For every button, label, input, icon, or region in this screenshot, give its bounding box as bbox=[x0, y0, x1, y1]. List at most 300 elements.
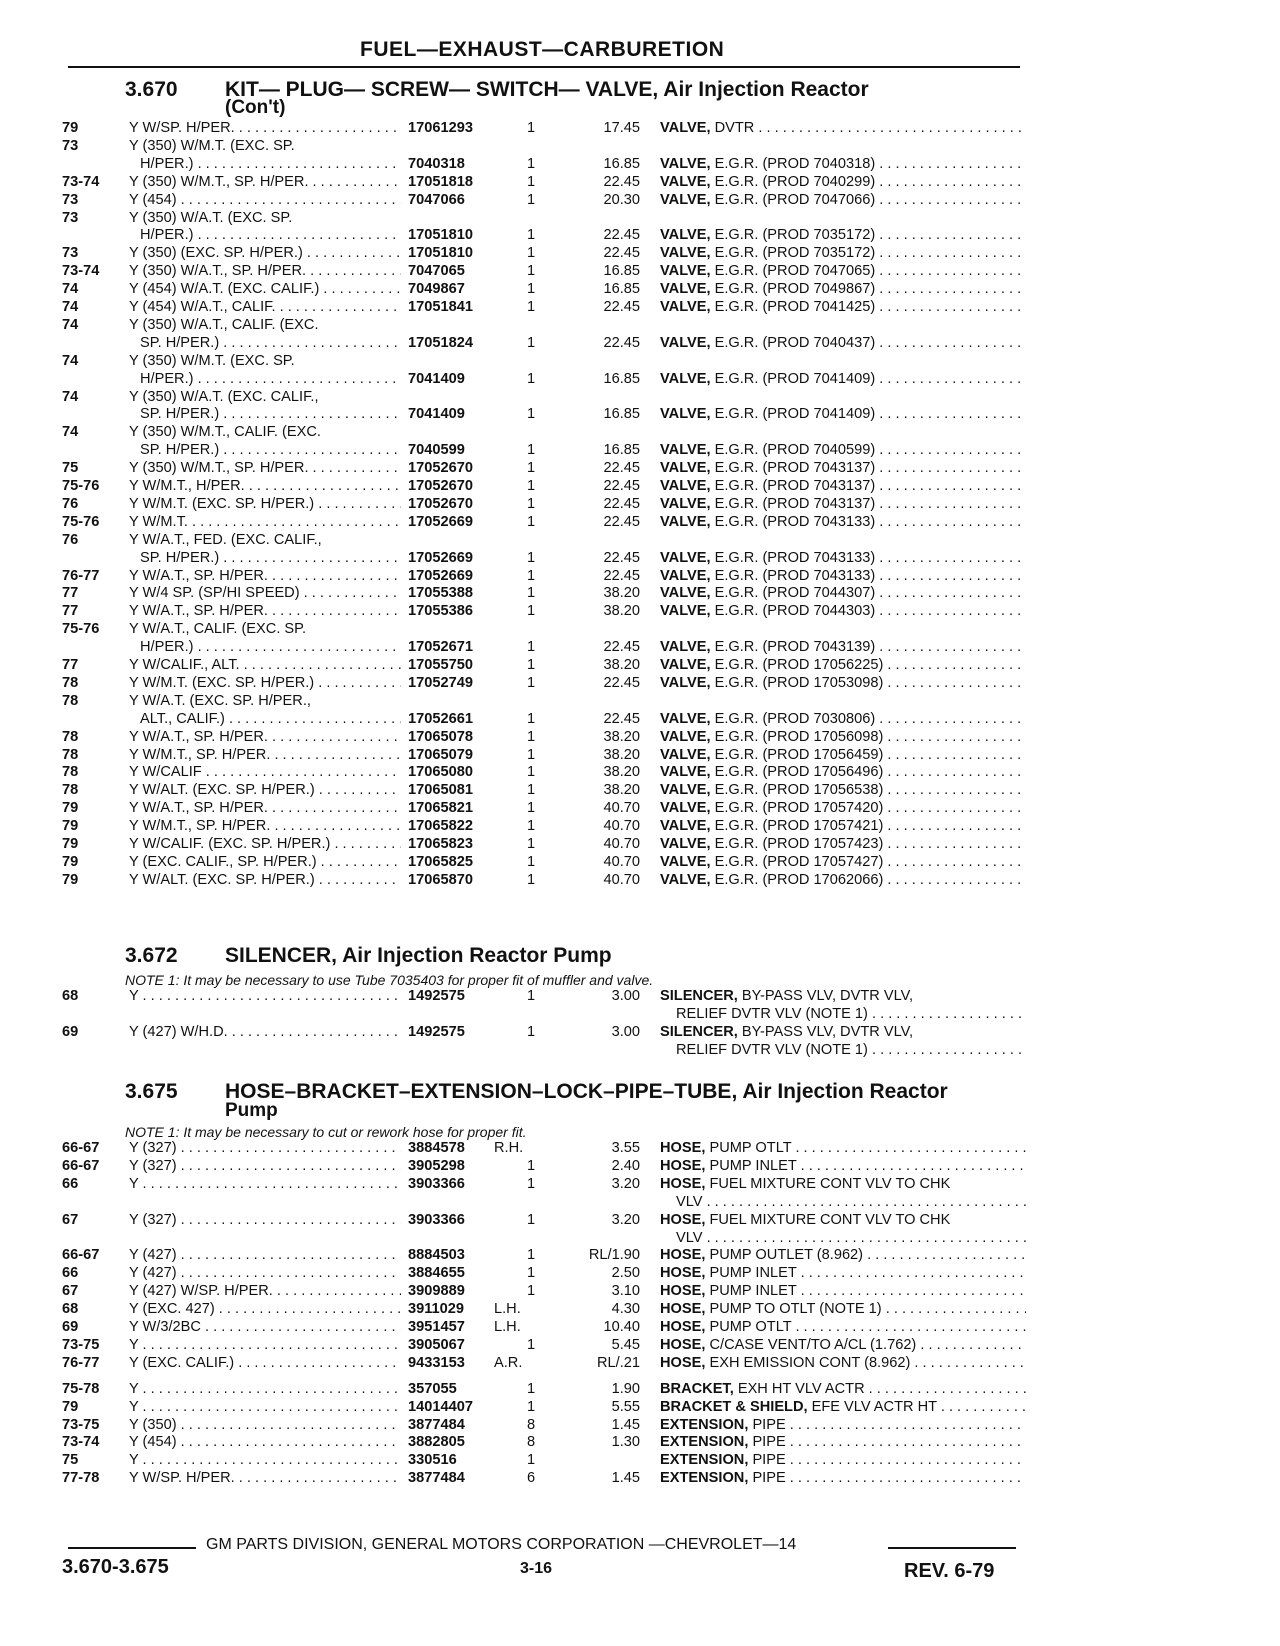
part-number: 3877484 bbox=[408, 1416, 465, 1433]
part-name bbox=[660, 263, 1026, 279]
part-name-continuation: VLV . . . bbox=[676, 1230, 1026, 1246]
fig-number: 74 bbox=[62, 316, 79, 333]
quantity: 1 bbox=[527, 1265, 536, 1282]
part-name-keyword: VALVE, bbox=[660, 406, 711, 423]
fig-number: 69 bbox=[62, 1023, 79, 1040]
part-number: 17052669 bbox=[408, 513, 473, 530]
quantity: 1 bbox=[527, 191, 536, 208]
fig-number: 68 bbox=[62, 988, 79, 1004]
quantity: 1 bbox=[527, 495, 536, 512]
quantity: 1 bbox=[527, 334, 536, 351]
fig-number: 78 bbox=[62, 764, 79, 781]
model-description: Y (350) W/A.T., SP. H/PER. . . . bbox=[129, 263, 401, 279]
part-name-detail: PUMP INLET bbox=[705, 1283, 797, 1300]
model-description: Y (350) W/M.T. (EXC. SP. bbox=[129, 137, 295, 154]
part-name-keyword: BRACKET, bbox=[660, 1380, 734, 1397]
part-name bbox=[660, 782, 1026, 798]
model-description: Y (350) W/A.T. (EXC. SP. bbox=[129, 209, 293, 226]
part-name bbox=[660, 1265, 1026, 1281]
price: 22.45 bbox=[603, 513, 640, 530]
part-number: 17052661 bbox=[408, 710, 473, 727]
quantity: 1 bbox=[527, 460, 536, 477]
part-name-keyword: VALVE, bbox=[660, 657, 711, 673]
part-name-keyword: VALVE, bbox=[660, 513, 711, 530]
part-number: 3905067 bbox=[408, 1336, 465, 1353]
section-number: 3.672 bbox=[125, 944, 178, 967]
part-name-keyword: VALVE, bbox=[660, 245, 711, 262]
part-name-keyword: EXTENSION, bbox=[660, 1452, 749, 1469]
part-name bbox=[660, 1283, 1026, 1299]
model-description: SP. H/PER.) . . . bbox=[140, 335, 401, 351]
part-number: 3903366 bbox=[408, 1211, 465, 1228]
part-number: 3909889 bbox=[408, 1283, 465, 1300]
part-name bbox=[660, 406, 1026, 422]
part-name-keyword: VALVE, bbox=[660, 120, 711, 136]
part-name-detail: E.G.R. (PROD 7040599) bbox=[710, 442, 876, 459]
fig-number: 73-74 bbox=[62, 1434, 100, 1451]
quantity: 1 bbox=[527, 1452, 536, 1469]
part-number: 17065081 bbox=[408, 782, 473, 799]
model-description: ALT., CALIF.) . . . bbox=[140, 711, 401, 727]
part-name-keyword: VALVE, bbox=[660, 191, 711, 208]
part-name-detail: E.G.R. (PROD 7043137) bbox=[710, 478, 876, 494]
quantity: 1 bbox=[527, 871, 536, 888]
price: 16.85 bbox=[603, 155, 640, 172]
part-name-keyword: EXTENSION, bbox=[660, 1434, 749, 1451]
fig-number: 74 bbox=[62, 352, 79, 369]
quantity: 1 bbox=[527, 764, 536, 781]
quantity: 8 bbox=[527, 1434, 536, 1451]
part-name-keyword: VALVE, bbox=[660, 818, 711, 835]
model-description: H/PER.) . . . bbox=[140, 227, 401, 243]
section-number: 3.675 bbox=[125, 1080, 178, 1103]
part-name-keyword: VALVE, bbox=[660, 442, 711, 459]
fig-number: 79 bbox=[62, 853, 79, 870]
section-title: HOSE–BRACKET–EXTENSION–LOCK–PIPE–TUBE, Air Injection Reactor bbox=[225, 1080, 948, 1103]
part-name-continuation: VLV . . . bbox=[676, 1194, 1026, 1210]
quantity: 1 bbox=[527, 836, 536, 852]
model-description: Y (350) W/M.T., SP. H/PER. . . . bbox=[129, 174, 401, 190]
part-name-detail: E.G.R. (PROD 17056538) bbox=[710, 782, 884, 799]
quantity: 1 bbox=[527, 281, 536, 298]
part-name-detail: EXH HT VLV ACTR bbox=[733, 1380, 865, 1397]
quantity: 1 bbox=[527, 442, 536, 459]
quantity: 1 bbox=[527, 853, 536, 870]
part-name-detail: E.G.R. (PROD 7043137) bbox=[710, 495, 876, 512]
part-name-detail: FUEL MIXTURE CONT VLV TO CHK bbox=[705, 1175, 951, 1192]
part-name-detail: PUMP OTLT bbox=[705, 1319, 792, 1335]
part-name-detail: BY-PASS VLV, DVTR VLV, bbox=[737, 1023, 914, 1040]
model-description: H/PER.) . . . bbox=[140, 156, 401, 172]
part-name-keyword: VALVE, bbox=[660, 263, 711, 280]
part-name-continuation: RELIEF DVTR VLV (NOTE 1) . . . bbox=[676, 1042, 1026, 1058]
model-description: Y (350) W/M.T. (EXC. SP. bbox=[129, 352, 295, 369]
part-name-keyword: HOSE, bbox=[660, 1157, 706, 1174]
fig-number: 74 bbox=[62, 281, 79, 298]
quantity: 1 bbox=[527, 406, 536, 423]
model-description: Y . . . bbox=[129, 1381, 401, 1397]
fig-number: 73 bbox=[62, 245, 79, 262]
part-number: 17051841 bbox=[408, 299, 473, 315]
part-name-keyword: VALVE, bbox=[660, 155, 711, 172]
part-name bbox=[660, 711, 1026, 727]
part-name-keyword: HOSE, bbox=[660, 1140, 706, 1156]
part-name-detail: E.G.R. (PROD 7043133) bbox=[710, 549, 876, 566]
quantity: 1 bbox=[527, 173, 536, 190]
part-name-keyword: VALVE, bbox=[660, 334, 711, 351]
quantity: 1 bbox=[527, 155, 536, 172]
quantity: 1 bbox=[527, 639, 536, 656]
price: 38.20 bbox=[603, 764, 640, 781]
quantity: 1 bbox=[527, 1211, 536, 1228]
part-name-keyword: VALVE, bbox=[660, 871, 711, 888]
part-name-keyword: VALVE, bbox=[660, 173, 711, 190]
part-name-keyword: BRACKET & SHIELD, bbox=[660, 1398, 808, 1415]
model-description: Y W/M.T. (EXC. SP. H/PER.) . . . bbox=[129, 496, 401, 512]
model-description: Y (454) . . . bbox=[129, 1434, 401, 1450]
quantity: 1 bbox=[527, 710, 536, 727]
quantity: L.H. bbox=[494, 1301, 521, 1318]
part-name-keyword: EXTENSION, bbox=[660, 1470, 749, 1487]
part-name-detail: E.G.R. (PROD 7043133) bbox=[710, 513, 876, 530]
part-number: 357055 bbox=[408, 1380, 457, 1397]
part-number: 17065822 bbox=[408, 818, 473, 835]
fig-number: 79 bbox=[62, 871, 79, 888]
part-name-keyword: HOSE, bbox=[660, 1247, 706, 1264]
quantity: 1 bbox=[527, 1336, 536, 1353]
model-description: Y W/M.T., SP. H/PER. . . . bbox=[129, 747, 401, 763]
part-name-detail: E.G.R. (PROD 7040318) bbox=[710, 155, 876, 172]
part-name-keyword: VALVE, bbox=[660, 800, 711, 817]
part-name bbox=[660, 836, 1026, 852]
part-name-detail: E.G.R. (PROD 17053098) bbox=[710, 674, 884, 691]
part-name bbox=[660, 120, 1026, 136]
part-name bbox=[660, 1417, 1026, 1433]
price: 40.70 bbox=[603, 871, 640, 888]
model-description: H/PER.) . . . bbox=[140, 371, 401, 387]
part-name bbox=[660, 818, 1026, 834]
price: 40.70 bbox=[603, 800, 640, 817]
part-name-keyword: VALVE, bbox=[660, 227, 711, 244]
part-name bbox=[660, 245, 1026, 261]
part-number: 17061293 bbox=[408, 120, 473, 136]
price: 16.85 bbox=[603, 370, 640, 387]
quantity: 1 bbox=[527, 478, 536, 494]
part-name-detail: PIPE bbox=[748, 1452, 786, 1469]
part-name-keyword: HOSE, bbox=[660, 1283, 706, 1300]
part-name-keyword: VALVE, bbox=[660, 585, 711, 602]
part-name bbox=[660, 281, 1026, 297]
quantity: 1 bbox=[527, 263, 536, 280]
fig-number: 66 bbox=[62, 1265, 79, 1282]
part-name-detail: E.G.R. (PROD 17062066) bbox=[710, 871, 884, 888]
part-name bbox=[660, 1399, 1026, 1415]
part-name-detail: E.G.R. (PROD 7043133) bbox=[710, 567, 876, 584]
price: 40.70 bbox=[603, 818, 640, 835]
part-name-detail: E.G.R. (PROD 7047066) bbox=[710, 191, 876, 208]
quantity: 1 bbox=[527, 1247, 536, 1264]
part-name-detail: E.G.R. (PROD 7041409) bbox=[710, 406, 876, 423]
quantity: A.R. bbox=[494, 1354, 523, 1371]
part-name bbox=[660, 1176, 1026, 1192]
part-name-keyword: SILENCER, bbox=[660, 988, 738, 1004]
part-name bbox=[660, 872, 1026, 888]
part-name-detail: PIPE bbox=[748, 1416, 786, 1433]
fig-number: 75 bbox=[62, 1452, 79, 1469]
section-title-continuation: Pump bbox=[225, 1100, 278, 1121]
part-number: 8884503 bbox=[408, 1247, 465, 1264]
part-name-detail: E.G.R. (PROD 7049867) bbox=[710, 281, 876, 298]
model-description: Y W/M.T. . . . bbox=[129, 514, 401, 530]
part-number: 17052670 bbox=[408, 460, 473, 477]
fig-number: 79 bbox=[62, 800, 79, 817]
part-name-detail: EFE VLV ACTR HT bbox=[807, 1398, 937, 1415]
model-description: H/PER.) . . . bbox=[140, 639, 401, 655]
part-name bbox=[660, 335, 1026, 351]
price: 5.55 bbox=[611, 1398, 640, 1415]
part-number: 1492575 bbox=[408, 988, 465, 1004]
model-description: Y W/CALIF., ALT. . . . bbox=[129, 657, 401, 673]
part-name bbox=[660, 747, 1026, 763]
part-number: 330516 bbox=[408, 1452, 457, 1469]
quantity: 1 bbox=[527, 567, 536, 584]
part-number: 1492575 bbox=[408, 1023, 465, 1040]
part-name-detail: EXH EMISSION CONT (8.962) bbox=[705, 1354, 911, 1371]
footer-page-number: 3-16 bbox=[520, 1560, 553, 1577]
fig-number: 73-75 bbox=[62, 1416, 100, 1433]
fig-number: 66-67 bbox=[62, 1247, 100, 1264]
part-number: 17052670 bbox=[408, 495, 473, 512]
quantity: L.H. bbox=[494, 1319, 521, 1335]
part-name-detail: E.G.R. (PROD 7041425) bbox=[710, 299, 876, 315]
fig-number: 73 bbox=[62, 137, 79, 154]
part-name-detail: E.G.R. (PROD 7030806) bbox=[710, 710, 876, 727]
price: 38.20 bbox=[603, 728, 640, 745]
part-name bbox=[660, 192, 1026, 208]
fig-number: 67 bbox=[62, 1211, 79, 1228]
price: 22.45 bbox=[603, 460, 640, 477]
quantity: 1 bbox=[527, 728, 536, 745]
model-description: Y (350) W/M.T., CALIF. (EXC. bbox=[129, 424, 321, 441]
quantity: 1 bbox=[527, 818, 536, 835]
model-description: Y (350) . . . bbox=[129, 1417, 401, 1433]
fig-number: 66-67 bbox=[62, 1140, 100, 1156]
section-note: NOTE 1: It may be necessary to cut or rework hose for proper fit. bbox=[125, 1124, 527, 1140]
part-name-detail: E.G.R. (PROD 7035172) bbox=[710, 227, 876, 244]
quantity: 1 bbox=[527, 782, 536, 799]
part-name bbox=[660, 1355, 1026, 1371]
part-number: 14014407 bbox=[408, 1398, 473, 1415]
model-description: Y W/A.T., FED. (EXC. CALIF., bbox=[129, 531, 322, 548]
part-number: 3951457 bbox=[408, 1319, 465, 1335]
part-name-detail: E.G.R. (PROD 17056459) bbox=[710, 746, 884, 763]
part-number: 17065078 bbox=[408, 728, 473, 745]
part-number: 17065870 bbox=[408, 871, 473, 888]
part-name-keyword: VALVE, bbox=[660, 549, 711, 566]
model-description: Y W/A.T., SP. H/PER. . . . bbox=[129, 568, 401, 584]
part-number: 17065823 bbox=[408, 836, 473, 852]
part-name-keyword: VALVE, bbox=[660, 460, 711, 477]
model-description: Y W/A.T., CALIF. (EXC. SP. bbox=[129, 621, 307, 638]
part-number: 17065821 bbox=[408, 800, 473, 817]
price: 3.20 bbox=[611, 1175, 640, 1192]
price: 20.30 bbox=[603, 191, 640, 208]
part-number: 17065079 bbox=[408, 746, 473, 763]
part-name bbox=[660, 460, 1026, 476]
part-number: 7041409 bbox=[408, 406, 465, 423]
fig-number: 66-67 bbox=[62, 1157, 100, 1174]
model-description: Y W/ALT. (EXC. SP. H/PER.) . . . bbox=[129, 872, 401, 888]
part-number: 17065080 bbox=[408, 764, 473, 781]
model-description: SP. H/PER.) . . . bbox=[140, 550, 401, 566]
price: 3.00 bbox=[611, 988, 640, 1004]
part-name-keyword: VALVE, bbox=[660, 710, 711, 727]
price: 3.20 bbox=[611, 1211, 640, 1228]
fig-number: 78 bbox=[62, 746, 79, 763]
model-description: Y W/M.T., SP. H/PER. . . . bbox=[129, 818, 401, 834]
part-number: 17051810 bbox=[408, 227, 473, 244]
price: 17.45 bbox=[603, 120, 640, 136]
part-name-keyword: VALVE, bbox=[660, 674, 711, 691]
footer-revision: REV. 6-79 bbox=[904, 1560, 995, 1582]
model-description: SP. H/PER.) . . . bbox=[140, 406, 401, 422]
model-description: Y (454) . . . bbox=[129, 192, 401, 208]
part-number: 7040599 bbox=[408, 442, 465, 459]
model-description: Y (327) . . . bbox=[129, 1158, 401, 1174]
page-header-title: FUEL—EXHAUST—CARBURETION bbox=[360, 38, 725, 61]
part-name-keyword: VALVE, bbox=[660, 478, 711, 494]
price: 38.20 bbox=[603, 603, 640, 620]
model-description: Y (EXC. CALIF.) . . . bbox=[129, 1355, 401, 1371]
price: 38.20 bbox=[603, 782, 640, 799]
footer-rule-left bbox=[68, 1547, 196, 1549]
price: 3.00 bbox=[611, 1023, 640, 1040]
fig-number: 74 bbox=[62, 299, 79, 315]
model-description: Y (350) W/A.T. (EXC. CALIF., bbox=[129, 388, 319, 405]
part-number: 9433153 bbox=[408, 1354, 465, 1371]
price: 1.45 bbox=[611, 1416, 640, 1433]
part-name bbox=[660, 1452, 1026, 1468]
part-name-detail: E.G.R. (PROD 7040437) bbox=[710, 334, 876, 351]
quantity: R.H. bbox=[494, 1140, 524, 1156]
fig-number: 79 bbox=[62, 120, 79, 136]
part-name bbox=[660, 1212, 1026, 1228]
fig-number: 77 bbox=[62, 585, 79, 602]
part-number: 7040318 bbox=[408, 155, 465, 172]
model-description: Y (327) . . . bbox=[129, 1212, 401, 1228]
part-number: 17051818 bbox=[408, 173, 473, 190]
price: RL/1.90 bbox=[588, 1247, 640, 1264]
model-description: Y W/CALIF . . . bbox=[129, 764, 401, 780]
part-name bbox=[660, 854, 1026, 870]
price: 1.90 bbox=[611, 1380, 640, 1397]
part-number: 17065825 bbox=[408, 853, 473, 870]
model-description: Y W/3/2BC . . . bbox=[129, 1319, 401, 1335]
fig-number: 75-78 bbox=[62, 1380, 100, 1397]
part-name-keyword: VALVE, bbox=[660, 782, 711, 799]
model-description: Y (350) W/A.T., CALIF. (EXC. bbox=[129, 316, 319, 333]
price: 5.45 bbox=[611, 1336, 640, 1353]
part-name-keyword: VALVE, bbox=[660, 299, 711, 315]
model-description: Y (327) . . . bbox=[129, 1140, 401, 1156]
fig-number: 74 bbox=[62, 388, 79, 405]
price: 10.40 bbox=[603, 1319, 640, 1335]
part-name bbox=[660, 639, 1026, 655]
price: 3.10 bbox=[611, 1283, 640, 1300]
fig-number: 79 bbox=[62, 836, 79, 852]
part-name bbox=[660, 1158, 1026, 1174]
part-name-keyword: VALVE, bbox=[660, 370, 711, 387]
model-description: Y W/A.T., SP. H/PER. . . . bbox=[129, 603, 401, 619]
fig-number: 75-76 bbox=[62, 513, 100, 530]
quantity: 1 bbox=[527, 1398, 536, 1415]
part-name-keyword: HOSE, bbox=[660, 1265, 706, 1282]
part-name bbox=[660, 1337, 1026, 1353]
model-description: SP. H/PER.) . . . bbox=[140, 442, 401, 458]
model-description: Y W/SP. H/PER. . . . bbox=[129, 120, 401, 136]
part-name-detail: PUMP OUTLET (8.962) bbox=[705, 1247, 864, 1264]
part-name-keyword: VALVE, bbox=[660, 728, 711, 745]
model-description: Y (454) W/A.T. (EXC. CALIF.) . . . bbox=[129, 281, 401, 297]
quantity: 1 bbox=[527, 513, 536, 530]
fig-number: 69 bbox=[62, 1319, 79, 1335]
part-name-keyword: VALVE, bbox=[660, 603, 711, 620]
footer-rule-right bbox=[888, 1547, 1016, 1549]
fig-number: 77-78 bbox=[62, 1470, 100, 1487]
part-name-detail: E.G.R. (PROD 7047065) bbox=[710, 263, 876, 280]
part-number: 7047065 bbox=[408, 263, 465, 280]
part-name-detail: FUEL MIXTURE CONT VLV TO CHK bbox=[705, 1211, 951, 1228]
part-name bbox=[660, 514, 1026, 530]
model-description: Y (350) W/M.T., SP. H/PER. . . . bbox=[129, 460, 401, 476]
fig-number: 75-76 bbox=[62, 621, 100, 638]
price: 22.45 bbox=[603, 478, 640, 494]
part-name-detail: E.G.R. (PROD 7044303) bbox=[710, 603, 876, 620]
part-name-keyword: HOSE, bbox=[660, 1211, 706, 1228]
price: 22.45 bbox=[603, 674, 640, 691]
model-description: Y (350) (EXC. SP. H/PER.) . . . bbox=[129, 245, 401, 261]
section-title: KIT— PLUG— SCREW— SWITCH— VALVE, Air Injection Reactor bbox=[225, 78, 869, 101]
part-name-keyword: HOSE, bbox=[660, 1319, 706, 1335]
part-number: 3882805 bbox=[408, 1434, 465, 1451]
price: 22.45 bbox=[603, 710, 640, 727]
price: 40.70 bbox=[603, 836, 640, 852]
model-description: Y W/A.T. (EXC. SP. H/PER., bbox=[129, 692, 311, 709]
part-name-keyword: VALVE, bbox=[660, 281, 711, 298]
part-name-keyword: EXTENSION, bbox=[660, 1416, 749, 1433]
price: 16.85 bbox=[603, 263, 640, 280]
part-name-detail: E.G.R. (PROD 7041409) bbox=[710, 370, 876, 387]
fig-number: 79 bbox=[62, 818, 79, 835]
part-number: 7049867 bbox=[408, 281, 465, 298]
part-number: 7041409 bbox=[408, 370, 465, 387]
part-name-detail: E.G.R. (PROD 17057423) bbox=[710, 836, 884, 852]
model-description: Y W/ALT. (EXC. SP. H/PER.) . . . bbox=[129, 782, 401, 798]
part-name-keyword: VALVE, bbox=[660, 639, 711, 656]
header-rule bbox=[68, 66, 1020, 68]
part-number: 17052670 bbox=[408, 478, 473, 494]
fig-number: 76 bbox=[62, 495, 79, 512]
model-description: Y (427) W/H.D. . . . bbox=[129, 1024, 401, 1040]
part-number: 17055750 bbox=[408, 657, 473, 673]
part-name-detail: PUMP OTLT bbox=[705, 1140, 792, 1156]
price: 22.45 bbox=[603, 639, 640, 656]
part-name bbox=[660, 478, 1026, 494]
price: 1.45 bbox=[611, 1470, 640, 1487]
model-description: Y . . . bbox=[129, 1399, 401, 1415]
fig-number: 66 bbox=[62, 1175, 79, 1192]
fig-number: 67 bbox=[62, 1283, 79, 1300]
